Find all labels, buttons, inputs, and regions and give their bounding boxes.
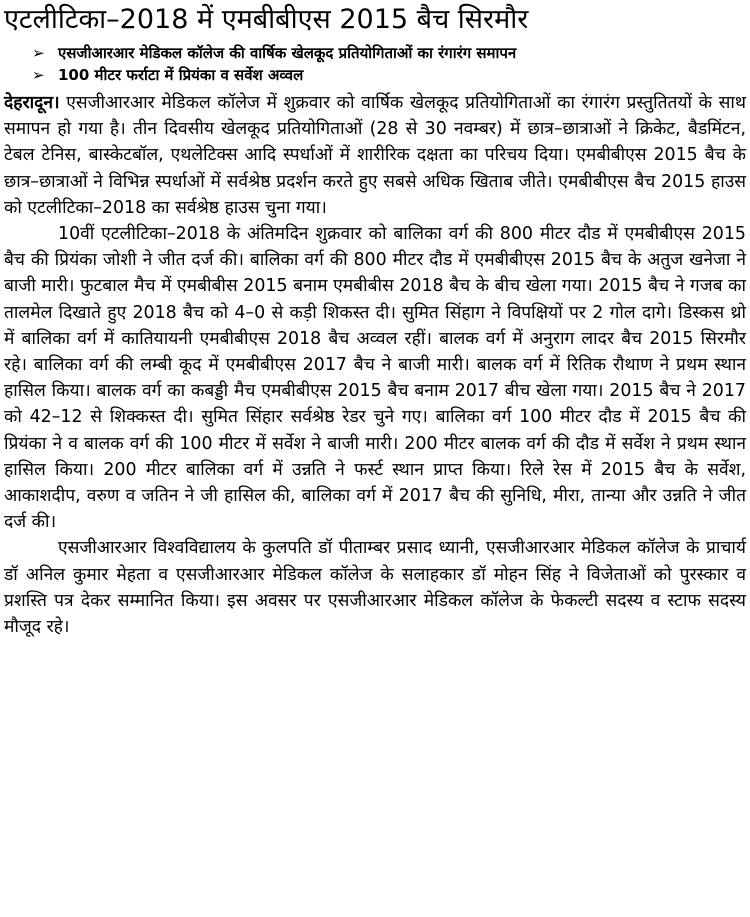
arrow-bullet-icon: ➢ <box>32 66 45 84</box>
subheading-text: 100 मीटर फर्राटा में प्रियंका व सर्वेश अव्वल <box>58 66 304 84</box>
subheading-item <box>32 42 746 64</box>
paragraph-1-text: एसजीआरआर मेडिकल कॉलेज में शुक्रवार को वार्षिक खेलकूद प्रतियोगिताओं का रंगारंग प्रस्तुतितयों के साथ समापन हो गया है। तीन दिवसीय खेलकूद प्रतियोगिताओं (28 से 30 नवम्बर) में छात्र–छात्राओं ने क्रिकेट, बैडमिंटन, टेबल टेनिस, बास्केटबॉल, एथलेटिक्स आदि स्पर्धाओं में शारीरिक दक्षता का परिचय दिया। एमबीबीएस 2015 बैच के छात्र–छात्राओं ने विभिन्न स्पर्धाओं में सर्वश्रेष्ठ प्रदर्शन करते हुए सबसे अधिक खिताब जीते। एमबीबीएस बैच 2015 हाउस को एटलीटिका–2018 का सर्वश्रेष्ठ हाउस चुना गया। <box>4 93 747 218</box>
subheading-list <box>4 42 746 86</box>
headline: एटलीटिका–2018 में एमबीबीएस 2015 बैच सिरमौर <box>4 4 529 35</box>
paragraph-2: 10वीं एटलीटिका–2018 के अंतिमदिन शुक्रवार को बालिका वर्ग की 800 मीटर दौड में एमबीबीएस 2015 बैच की प्रियंका जोशी ने जीत दर्ज की। बालिका वर्ग की 800 मीटर दौड में एमबीबीएस 2015 बैच के अतुज खनेजा ने बाजी मारी। फुटबाल मैच में एमबीबीस 2015 बनाम एमबीबीस 2018 बैच के बीच खेला गया। 2015 बैच ने गजब का तालमेल दिखाते हुए 2018 बैच को 4–0 से कड़ी शिकस्त दी। सुमित सिंहाग ने विपक्षियों पर 2 गोल दागे। डिस्कस थ्रो में बालिका वर्ग में कातियायनी एमबीबीएस 2018 बैच अव्वल रहीं। बालक वर्ग में अनुराग लादर बैच 2015 सिरमौर रहे। बालिका वर्ग की लम्बी कूद में एमबीबीएस 2017 बैच ने बाजी मारी। बालक वर्ग में रितिक रौथाण ने प्रथम स्थान हासिल किया। बालक वर्ग का कबड्डी मैच एमबीबीएस 2015 बैच बनाम 2017 बीच खेला गया। 2015 बैच ने 2017 को 42–12 से शिक्कस्त दी। सुमित सिंहार सर्वश्रेष्ठ रेडर चुने गए। बालिका वर्ग 100 मीटर दौड में 2015 बैच की प्रियंका ने व बालक वर्ग की 100 मीटर में सर्वेश ने बाजी मारी। 200 मीटर बालक वर्ग की दौड में सर्वेश ने प्रथम स्थान हासिल किया। 200 मीटर बालिका वर्ग में उन्नति ने फर्स्ट स्थान प्राप्त किया। रिले रेस में 2015 बैच के सर्वेश, आकाशदीप, वरुण व जतिन ने जी हासिल की, बालिका वर्ग में 2017 बैच की सुनिधि, मीरा, तान्या और उन्नति ने जीत दर्ज की। <box>4 224 746 533</box>
dateline: देहरादून। <box>4 93 60 113</box>
paragraph-3: एसजीआरआर विश्वविद्यालय के कुलपति डॉ पीताम्बर प्रसाद ध्यानी, एसजीआरआर मेडिकल कॉलेज के प्राचार्य डॉ अनिल कुमार मेहता व एसजीआरआर मेडिकल कॉलेज के सलाहकार डॉ मोहन सिंह ने विजेताओं को पुरस्कार व प्रशस्ति पत्र देकर सम्मानित किया। इस अवसर पर एसजीआरआर मेडिकल कॉलेज के फेकल्टी सदस्य व स्टाफ सदस्य मौजूद रहे। <box>4 538 746 638</box>
arrow-bullet-icon: ➢ <box>32 44 45 62</box>
paragraph-1 <box>4 90 746 221</box>
subheading-text: एसजीआरआर मेडिकल कॉलेज की वार्षिक खेलकूद प्रतियोगिताओं का रंगारंग समापन <box>58 44 517 62</box>
subheading-item <box>32 64 746 86</box>
